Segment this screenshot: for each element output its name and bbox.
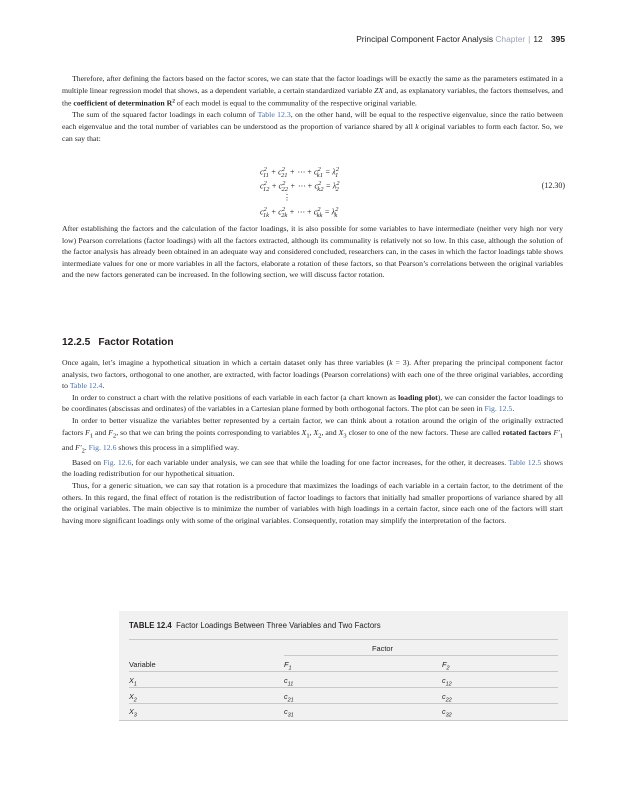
section-heading — [62, 337, 174, 348]
chapter-number: 12 — [533, 34, 543, 44]
paragraph: Based on Fig. 12.6, for each variable under analysis, we can see that while the loading for one factor increases, for the other, it decreases. Table 12.5 shows the loading redistribution for our hypothetical situation. — [62, 457, 563, 479]
factor-loadings-table — [119, 611, 568, 721]
header-separator: | — [528, 34, 531, 44]
table-title: TABLE 12.4 Factor Loadings Between Three Variables and Two Factors — [129, 621, 381, 630]
table-link[interactable]: Table 12.5 — [508, 457, 542, 467]
paragraph: Once again, let’s imagine a hypothetical situation in which a certain dataset only has three variables (k = 3). After preparing the principal component factor analysis, two factors, orthogonal to one another, are extracted, with factor loadings (Pearson correlations) with each one of the three original variables, according to Table 12.4. — [62, 358, 563, 391]
paragraph: In order to construct a chart with the relative positions of each variable in each factor (a chart known as loading plot), we can consider the factor loadings to be coordinates (abscissas and ordinates) of the variables in a Cartesian plane formed by both orthogonal factors. The plot can be seen in Fig. 12.5. — [62, 392, 563, 414]
table-group-header: Factor — [372, 644, 393, 653]
column-header-f2: $F_2$ — [442, 660, 450, 672]
equation-vdots: ⋮ — [283, 193, 291, 202]
running-header — [356, 34, 565, 44]
figure-link[interactable]: Fig. 12.6 — [88, 442, 117, 452]
paragraph: The sum of the squared factor loadings in each column of Table 12.3, on the other hand, will be equal to the respective eigenvalue, since the ratio between each eigenvalue and the total number of variables can be understood as the proportion of variance shared by all k original variables to form each factor. So, we can say that: — [62, 110, 564, 143]
paragraph: In order to better visualize the variables better represented by a certain factor, we can think about a rotation around the origin of the originally extracted factors $F_1$ and $F_2$, so that we can bring the points corresponding to variables $X_1$, $X_2$, and $X_3$ closer to one of the new factors. These are called rotated factors $F'_1$ and $F'_2$. Fig. 12.6 shows this process in a simplified way. — [62, 415, 563, 455]
section-title: Factor Rotation — [98, 337, 174, 348]
table-rule — [129, 639, 558, 640]
rotation-intro-text — [62, 223, 563, 281]
table-cell-variable: $X_1$ — [129, 676, 137, 688]
column-header-f1: $F_1$ — [284, 660, 292, 672]
running-title: Principal Component Factor Analysis — [356, 34, 494, 44]
column-header-variable: Variable — [129, 660, 156, 669]
figure-link[interactable]: Fig. 12.6 — [103, 457, 132, 467]
section-number: 12.2.5 — [62, 337, 91, 348]
factor-rotation-text — [62, 357, 563, 526]
table-cell-variable: $X_3$ — [129, 707, 137, 719]
table-cell-f2: $c_{22}$ — [442, 692, 452, 704]
table-cell-f2: $c_{32}$ — [442, 707, 452, 719]
table-bottom-rule — [119, 720, 568, 721]
table-link[interactable]: Table 12.3 — [257, 110, 291, 120]
table-cell-f1: $c_{11}$ — [284, 676, 294, 688]
table-rule — [129, 671, 558, 672]
equation-line-2: $c^2_{12} + c^2_{22}$ + ⋯ + $c^2_{k2} = \lambda^2_2$ — [260, 180, 340, 194]
table-cell-f2: $c_{12}$ — [442, 676, 452, 688]
paragraph: Therefore, after defining the factors based on the factor scores, we can state that the factor loadings will be exactly the same as the parameters estimated in a multiple linear regression model that shows, as a dependent variable, a certain standardized variable ZX and, as explanatory variables, the factors themselves, and the coefficient of determination $R^2$ of each model is equal to the communality of the respective original variable. — [62, 74, 563, 108]
table-link[interactable]: Table 12.4 — [69, 381, 103, 391]
paragraph: Thus, for a generic situation, we can say that rotation is a procedure that maximizes the loadings of each variable in a certain factor, to the detriment of the others. In this regard, the final effect of rotation is the redistribution of factor loadings to factors that initially had smaller proportions of variance shared by all the original variables. The main objective is to minimize the number of variables with high loadings in a certain factor, since each one of the factors will start having more significant loadings only with some of the original variables. Consequently, rotation may simplify the interpretation of the factors. — [62, 481, 563, 525]
equation-line-k: $c^2_{1k} + c^2_{2k}$ + ⋯ + $c^2_{kk} = \lambda^2_k$ — [260, 206, 339, 220]
intro-text — [62, 73, 563, 144]
table-cell-f1: $c_{31}$ — [284, 707, 294, 719]
figure-link[interactable]: Fig. 12.5 — [484, 404, 513, 414]
chapter-label: Chapter — [495, 34, 526, 44]
table-cell-variable: $X_2$ — [129, 692, 137, 704]
table-cell-f1: $c_{21}$ — [284, 692, 294, 704]
table-rule — [129, 703, 558, 704]
paragraph: After establishing the factors and the calculation of the factor loadings, it is also possible for some variables to have intermediate (neither very high nor very low) Pearson correlations (factor loadings) with all the factors extracted, although its communality is relatively not so low. In this case, although the solution of the factor analysis has already been obtained in an adequate way and considered concluded, researchers can, in the cases in which the factor loadings table shows intermediate values for one or more variables in all the factors, elaborate a rotation of these factors, so that Pearson’s correlations between the original variables and the new factors generated can be increased. In the following section, we will discuss factor rotation. — [62, 224, 563, 280]
equation-number: (12.30) — [541, 181, 565, 190]
page-number: 395 — [551, 34, 565, 44]
table-rule — [284, 655, 558, 656]
equation-line-1: $c^2_{11} + c^2_{21}$ + ⋯ + $c^2_{k1} = \lambda^2_1$ — [260, 166, 339, 180]
table-rule — [129, 687, 558, 688]
